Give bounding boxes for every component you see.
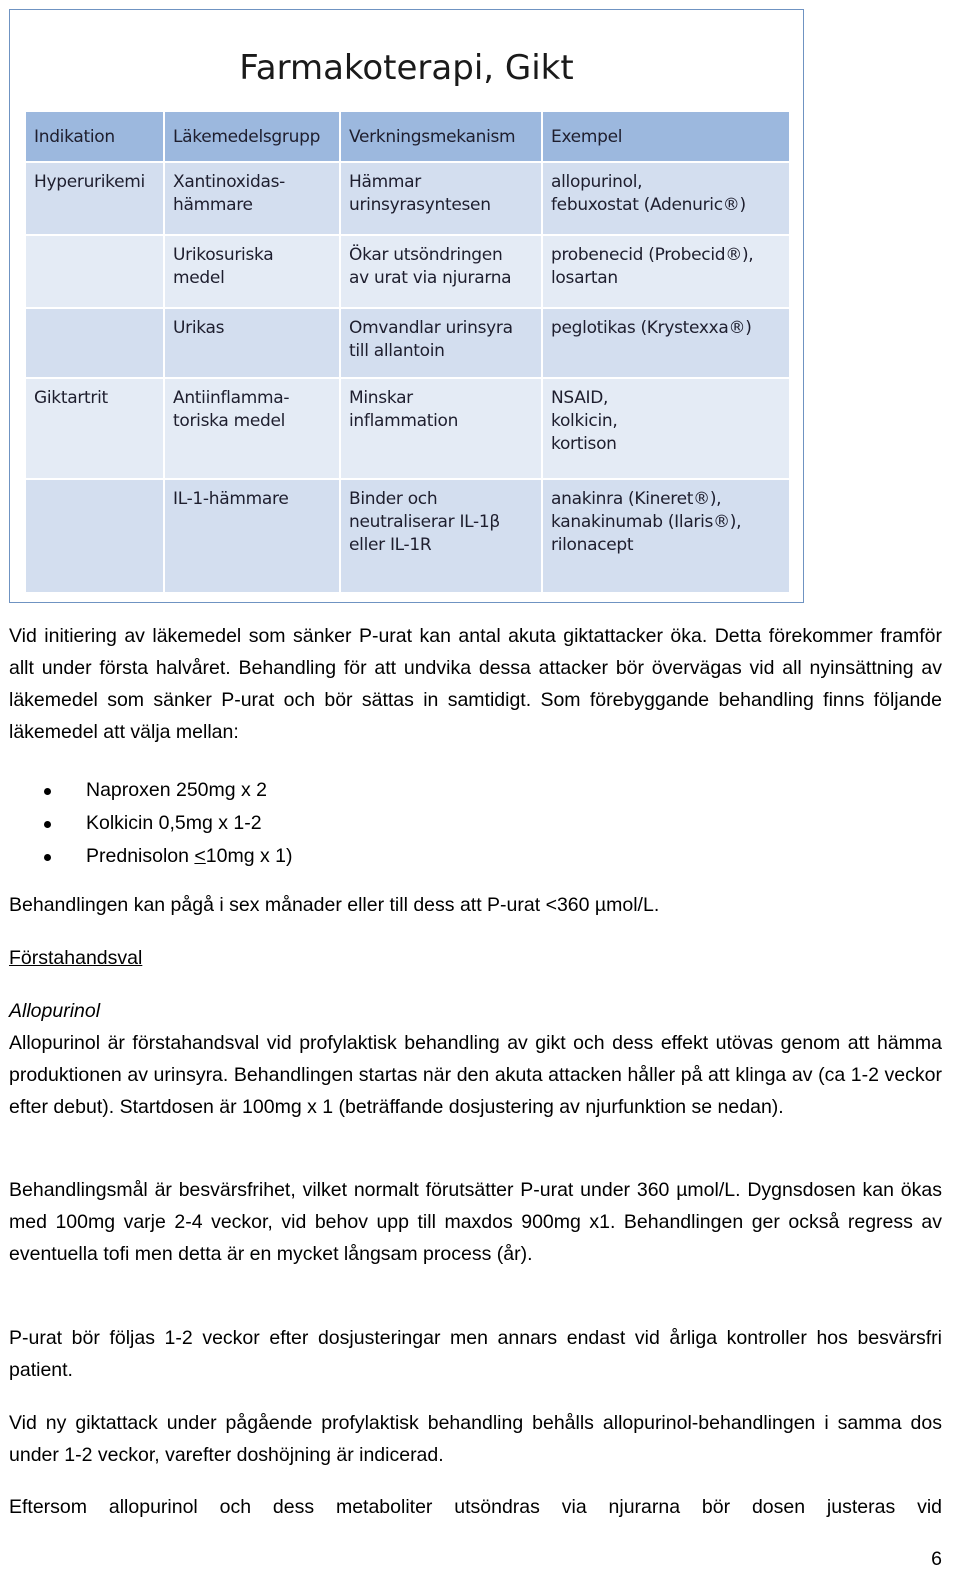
table-cell	[26, 480, 163, 592]
list-item: Naproxen 250mg x 2	[44, 774, 293, 807]
list-item: Kolkicin 0,5mg x 1-2	[44, 807, 293, 840]
table-cell: Xantinoxidas- hämmare	[165, 163, 339, 234]
table-cell: NSAID, kolkicin, kortison	[543, 379, 789, 478]
table-header: Läkemedelsgrupp	[165, 112, 339, 161]
section-heading: Förstahandsval	[9, 947, 143, 969]
table-cell	[26, 309, 163, 377]
table-cell: Ökar utsöndringen av urat via njurarna	[341, 236, 541, 307]
drug-table	[26, 112, 783, 582]
table-cell: Hyperurikemi	[26, 163, 163, 234]
intro-paragraph: Vid initiering av läkemedel som sänker P-urat kan antal akuta giktattacker öka. Detta förekommer framför allt under första halvåret. Behandling för att undvika dessa attacker bör övervägas vid all nyinsättning av läkemedel som sänker P-urat och bör sättas in samtidigt. Som förebyggande behandling finns följande läkemedel att välja mellan:	[9, 625, 942, 743]
drug-list	[44, 774, 293, 873]
table-cell: anakinra (Kineret®), kanakinumab (Ilaris®), rilonacept	[543, 480, 789, 592]
table-cell: Omvandlar urinsyra till allantoin	[341, 309, 541, 377]
paragraph-4: Vid ny giktattack under pågående profylaktisk behandling behålls allopurinol-behandlingen i samma dos under 1-2 veckor, varefter doshöjning är indicerad.	[9, 1412, 942, 1466]
table-cell: IL-1-hämmare	[165, 480, 339, 592]
table-cell: peglotikas (Krystexxa®)	[543, 309, 789, 377]
slide-title: Farmakoterapi, Gikt	[239, 48, 574, 88]
paragraph-1: Allopurinol är förstahandsval vid profylaktisk behandling av gikt och dess effekt utövas genom att hämma produktionen av urinsyra. Behandlingen startas när den akuta attacken håller på att klinga av (ca 1-2 veckor efter debut). Startdosen är 100mg x 1 (beträffande dosjustering av njurfunktion se nedan).	[9, 1032, 942, 1118]
table-cell: Urikas	[165, 309, 339, 377]
table-cell: Hämmar urinsyrasyntesen	[341, 163, 541, 234]
list-item: Prednisolon <10mg x 1)	[44, 840, 293, 873]
bullet-icon	[44, 821, 51, 828]
paragraph-3: P-urat bör följas 1-2 veckor efter dosjusteringar men annars endast vid årliga kontroller hos besvärsfri patient.	[9, 1327, 942, 1381]
bullet-icon	[44, 854, 51, 861]
table-cell	[26, 236, 163, 307]
table-cell: Antiinflamma- toriska medel	[165, 379, 339, 478]
table-cell: Binder och neutraliserar IL-1β eller IL-1R	[341, 480, 541, 592]
table-cell: Giktartrit	[26, 379, 163, 478]
table-header: Indikation	[26, 112, 163, 161]
slide-image	[9, 9, 804, 603]
subheading: Allopurinol	[9, 1000, 101, 1022]
paragraph-5: Eftersom allopurinol och dess metaboliter utsöndras via njurarna bör dosen justeras vid	[9, 1496, 942, 1518]
table-header: Verkningsmekanism	[341, 112, 541, 161]
table-cell: Urikosuriska medel	[165, 236, 339, 307]
page-number: 6	[931, 1548, 942, 1570]
bullet-icon	[44, 788, 51, 795]
table-cell: Minskar inflammation	[341, 379, 541, 478]
table-cell: probenecid (Probecid®), losartan	[543, 236, 789, 307]
duration-text: Behandlingen kan pågå i sex månader eller till dess att P-urat <360 µmol/L.	[9, 894, 660, 916]
table-cell: allopurinol, febuxostat (Adenuric®)	[543, 163, 789, 234]
table-header: Exempel	[543, 112, 789, 161]
paragraph-2: Behandlingsmål är besvärsfrihet, vilket normalt förutsätter P-urat under 360 µmol/L. Dygnsdosen kan ökas med 100mg varje 2-4 veckor, vid behov upp till maxdos 900mg x1. Behandlingen ger också regress av eventuella tofi men detta är en mycket långsam process (år).	[9, 1179, 942, 1265]
